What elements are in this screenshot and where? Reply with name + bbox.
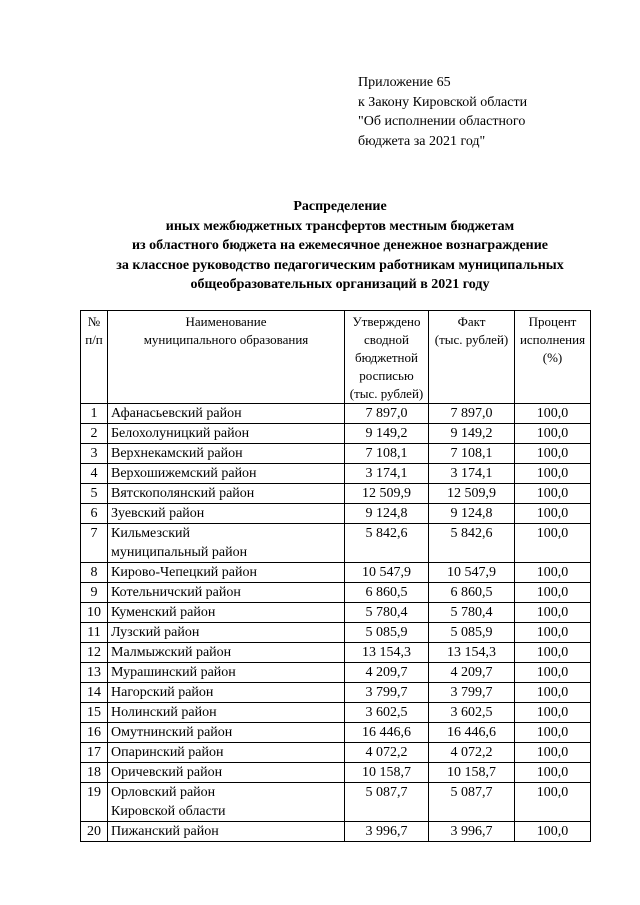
approved-cell: 4 072,2 xyxy=(345,743,429,763)
fact-cell: 9 149,2 xyxy=(429,424,515,444)
row-number-cell: 7 xyxy=(81,524,108,563)
district-name-cell: Оричевский район xyxy=(108,763,345,783)
fact-cell: 10 547,9 xyxy=(429,563,515,583)
approved-cell: 7 897,0 xyxy=(345,404,429,424)
percent-cell: 100,0 xyxy=(515,763,591,783)
fact-cell: 5 085,9 xyxy=(429,623,515,643)
approved-cell: 10 547,9 xyxy=(345,563,429,583)
district-name-cell: Опаринский район xyxy=(108,743,345,763)
percent-cell: 100,0 xyxy=(515,643,591,663)
district-name-cell: Нагорский район xyxy=(108,683,345,703)
approved-cell: 10 158,7 xyxy=(345,763,429,783)
district-name-cell: Малмыжский район xyxy=(108,643,345,663)
percent-cell: 100,0 xyxy=(515,444,591,464)
row-number-cell: 15 xyxy=(81,703,108,723)
percent-cell: 100,0 xyxy=(515,484,591,504)
annex-header xyxy=(358,73,527,151)
percent-cell: 100,0 xyxy=(515,822,591,842)
table-row xyxy=(81,763,591,783)
fact-cell: 10 158,7 xyxy=(429,763,515,783)
approved-cell: 9 124,8 xyxy=(345,504,429,524)
district-name-cell: Лузский район xyxy=(108,623,345,643)
annex-line: "Об исполнении областного xyxy=(358,114,526,129)
district-name-cell: Котельничский район xyxy=(108,583,345,603)
table-row xyxy=(81,464,591,484)
table-row xyxy=(81,822,591,842)
table-row xyxy=(81,683,591,703)
fact-cell: 4 072,2 xyxy=(429,743,515,763)
title-line: общеобразовательных организаций в 2021 году xyxy=(190,277,490,293)
approved-cell: 12 509,9 xyxy=(345,484,429,504)
percent-cell: 100,0 xyxy=(515,583,591,603)
fact-cell: 12 509,9 xyxy=(429,484,515,504)
header-num: № п/п xyxy=(81,311,108,404)
approved-cell: 5 842,6 xyxy=(345,524,429,563)
approved-cell: 13 154,3 xyxy=(345,643,429,663)
approved-cell: 3 996,7 xyxy=(345,822,429,842)
percent-cell: 100,0 xyxy=(515,424,591,444)
table-row xyxy=(81,404,591,424)
percent-cell: 100,0 xyxy=(515,464,591,484)
table-row xyxy=(81,563,591,583)
percent-cell: 100,0 xyxy=(515,663,591,683)
fact-cell: 5 087,7 xyxy=(429,783,515,822)
district-name-cell: Орловский район Кировской области xyxy=(108,783,345,822)
header-percent: Процент исполнения (%) xyxy=(515,311,591,404)
fact-cell: 5 842,6 xyxy=(429,524,515,563)
row-number-cell: 9 xyxy=(81,583,108,603)
row-number-cell: 17 xyxy=(81,743,108,763)
row-number-cell: 19 xyxy=(81,783,108,822)
approved-cell: 5 087,7 xyxy=(345,783,429,822)
row-number-cell: 13 xyxy=(81,663,108,683)
row-number-cell: 18 xyxy=(81,763,108,783)
district-name-cell: Кильмезский муниципальный район xyxy=(108,524,345,563)
percent-cell: 100,0 xyxy=(515,783,591,822)
row-number-cell: 11 xyxy=(81,623,108,643)
approved-cell: 3 602,5 xyxy=(345,703,429,723)
percent-cell: 100,0 xyxy=(515,623,591,643)
table-row xyxy=(81,424,591,444)
row-number-cell: 5 xyxy=(81,484,108,504)
title-line: за классное руководство педагогическим работникам муниципальных xyxy=(116,257,564,273)
distribution-table xyxy=(80,310,591,842)
fact-cell: 4 209,7 xyxy=(429,663,515,683)
approved-cell: 7 108,1 xyxy=(345,444,429,464)
table-row xyxy=(81,623,591,643)
title-line: из областного бюджета на ежемесячное денежное вознаграждение xyxy=(131,238,549,254)
title-line: иных межбюджетных трансфертов местным бюджетам xyxy=(165,218,515,234)
row-number-cell: 4 xyxy=(81,464,108,484)
table-row xyxy=(81,643,591,663)
title-line: Распределение xyxy=(293,199,387,214)
table-row xyxy=(81,783,591,822)
percent-cell: 100,0 xyxy=(515,723,591,743)
fact-cell: 7 108,1 xyxy=(429,444,515,464)
fact-cell: 3 799,7 xyxy=(429,683,515,703)
percent-cell: 100,0 xyxy=(515,404,591,424)
district-name-cell: Вятскополянский район xyxy=(108,484,345,504)
approved-cell: 5 780,4 xyxy=(345,603,429,623)
district-name-cell: Нолинский район xyxy=(108,703,345,723)
row-number-cell: 6 xyxy=(81,504,108,524)
row-number-cell: 1 xyxy=(81,404,108,424)
percent-cell: 100,0 xyxy=(515,603,591,623)
table-row xyxy=(81,504,591,524)
percent-cell: 100,0 xyxy=(515,703,591,723)
table-row xyxy=(81,603,591,623)
approved-cell: 5 085,9 xyxy=(345,623,429,643)
row-number-cell: 14 xyxy=(81,683,108,703)
header-name: Наименование муниципального образования xyxy=(108,311,345,404)
approved-cell: 6 860,5 xyxy=(345,583,429,603)
fact-cell: 13 154,3 xyxy=(429,643,515,663)
approved-cell: 3 799,7 xyxy=(345,683,429,703)
district-name-cell: Кирово-Чепецкий район xyxy=(108,563,345,583)
annex-line: Приложение 65 xyxy=(358,75,451,90)
row-number-cell: 10 xyxy=(81,603,108,623)
fact-cell: 6 860,5 xyxy=(429,583,515,603)
table-row xyxy=(81,703,591,723)
table-row xyxy=(81,444,591,464)
approved-cell: 16 446,6 xyxy=(345,723,429,743)
row-number-cell: 2 xyxy=(81,424,108,444)
district-name-cell: Афанасьевский район xyxy=(108,404,345,424)
district-name-cell: Куменский район xyxy=(108,603,345,623)
header-fact: Факт (тыс. рублей) xyxy=(429,311,515,404)
header-approved: Утверждено сводной бюджетной росписью (тыс. рублей) xyxy=(345,311,429,404)
row-number-cell: 20 xyxy=(81,822,108,842)
fact-cell: 16 446,6 xyxy=(429,723,515,743)
approved-cell: 4 209,7 xyxy=(345,663,429,683)
row-number-cell: 8 xyxy=(81,563,108,583)
percent-cell: 100,0 xyxy=(515,563,591,583)
table-row xyxy=(81,723,591,743)
approved-cell: 9 149,2 xyxy=(345,424,429,444)
document-title xyxy=(60,197,620,295)
table-row xyxy=(81,524,591,563)
table-row xyxy=(81,743,591,763)
district-name-cell: Верхнекамский район xyxy=(108,444,345,464)
table-row xyxy=(81,583,591,603)
row-number-cell: 16 xyxy=(81,723,108,743)
fact-cell: 5 780,4 xyxy=(429,603,515,623)
fact-cell: 7 897,0 xyxy=(429,404,515,424)
district-name-cell: Мурашинский район xyxy=(108,663,345,683)
district-name-cell: Верхошижемский район xyxy=(108,464,345,484)
table-row xyxy=(81,484,591,504)
fact-cell: 9 124,8 xyxy=(429,504,515,524)
approved-cell: 3 174,1 xyxy=(345,464,429,484)
row-number-cell: 12 xyxy=(81,643,108,663)
district-name-cell: Зуевский район xyxy=(108,504,345,524)
table-row xyxy=(81,663,591,683)
fact-cell: 3 996,7 xyxy=(429,822,515,842)
district-name-cell: Омутнинский район xyxy=(108,723,345,743)
annex-line: бюджета за 2021 год" xyxy=(358,133,486,149)
percent-cell: 100,0 xyxy=(515,504,591,524)
table-header-row xyxy=(81,311,591,404)
district-name-cell: Пижанский район xyxy=(108,822,345,842)
percent-cell: 100,0 xyxy=(515,524,591,563)
fact-cell: 3 174,1 xyxy=(429,464,515,484)
percent-cell: 100,0 xyxy=(515,743,591,763)
row-number-cell: 3 xyxy=(81,444,108,464)
district-name-cell: Белохолуницкий район xyxy=(108,424,345,444)
fact-cell: 3 602,5 xyxy=(429,703,515,723)
percent-cell: 100,0 xyxy=(515,683,591,703)
annex-line: к Закону Кировской области xyxy=(358,94,528,110)
